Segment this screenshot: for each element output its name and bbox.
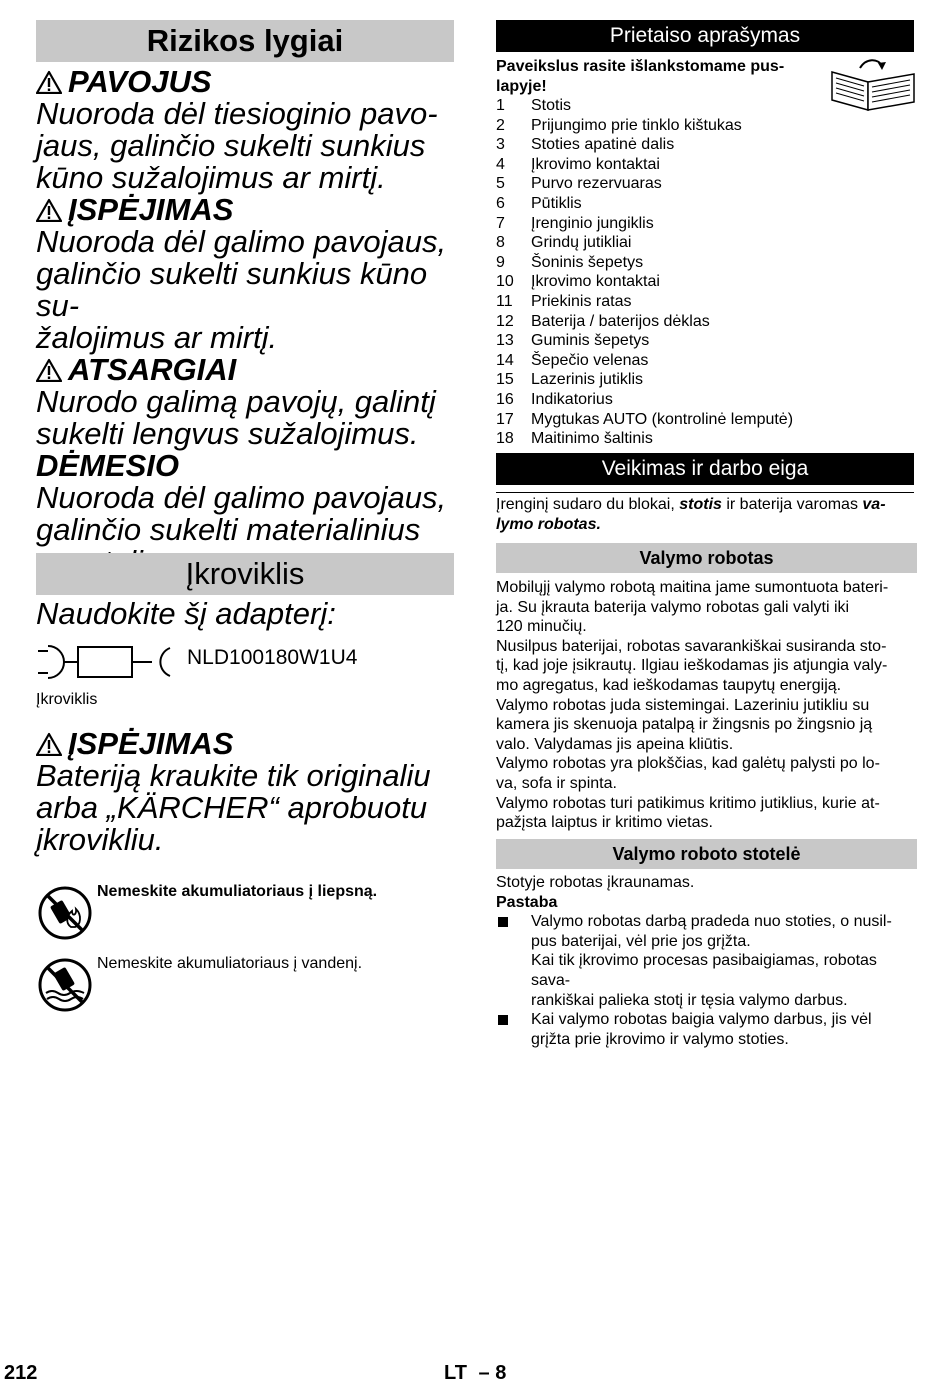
footer-language <box>444 1362 506 1385</box>
list-item <box>496 174 916 194</box>
bullet-line: Valymo robotas darbą pradeda nuo stoties, o nusil- <box>531 913 892 931</box>
language-code: LT <box>444 1362 467 1384</box>
caution-text-line: sukelti lengvus sužalojimus. <box>36 416 419 451</box>
desc-intro <box>496 57 784 96</box>
paragraph-line: Mobilųjį valymo robotą maitina jame sumontuota bateri- <box>496 579 889 596</box>
item-text: Guminis šepetys <box>531 332 650 350</box>
operation-intro-line: Įrenginį sudaro du blokai, stotis ir baterija varomas va- <box>496 496 886 513</box>
caution-label: ATSARGIAI <box>36 354 456 386</box>
item-number: 13 <box>496 332 514 350</box>
adapter-model: NLD100180W1U4 <box>187 646 358 669</box>
charger-intro: Naudokite šį adapterį: <box>36 596 336 631</box>
no-fire-icon <box>37 885 93 941</box>
section-header-robot-station: Valymo roboto stotelė <box>496 839 917 869</box>
bullet-line: rankiškai palieka stotį ir tęsia valymo darbus. <box>531 991 848 1009</box>
section-header-risk-levels: Rizikos lygiai <box>36 20 454 62</box>
item-number: 16 <box>496 390 514 408</box>
operation-intro <box>496 492 914 534</box>
item-text: Šoninis šepetys <box>531 253 644 271</box>
item-number: 2 <box>496 116 505 134</box>
caution-text-line: Nurodo galimą pavojų, galintį <box>36 384 436 419</box>
paragraph-line: tį, kad joje įsikrautų. Ilgiau ieškodamas jis atjungia valy- <box>496 657 888 675</box>
item-number: 4 <box>496 155 505 173</box>
paragraph-line: Valymo robotas turi patikimus kritimo jutiklius, kurie at- <box>496 794 880 812</box>
list-item <box>496 410 916 430</box>
item-text: Įkrovimo kontaktai <box>531 273 660 291</box>
bullet-item <box>496 1010 916 1049</box>
list-item <box>496 351 916 371</box>
paragraph-line: Valymo robotas juda sistemingai. Lazeriniu jutikliu su <box>496 696 870 714</box>
item-text: Maitinimo šaltinis <box>531 430 653 448</box>
bullet-line: Kai valymo robotas baigia valymo darbus, jis vėl <box>531 1011 872 1029</box>
danger-text-line: kūno sužalojimus ar mirtį. <box>36 160 386 195</box>
charger-warning-block <box>36 728 456 856</box>
section-header-cleaning-robot: Valymo robotas <box>496 543 917 573</box>
no-water-icon <box>37 957 93 1013</box>
item-number: 6 <box>496 194 505 212</box>
notice-text-line: Nuoroda dėl galimo pavojaus, <box>36 480 447 515</box>
item-text: Purvo rezervuaras <box>531 175 662 193</box>
operation-intro-line: lymo robotas. <box>496 515 601 533</box>
list-item <box>496 253 916 273</box>
danger-label: PAVOJUS <box>36 66 456 98</box>
item-text: Prijungimo prie tinklo kištukas <box>531 116 742 134</box>
section-header-operation: Veikimas ir darbo eiga <box>496 453 914 485</box>
list-item <box>496 370 916 390</box>
item-text: Šepečio velenas <box>531 351 649 369</box>
item-text: Pūtiklis <box>531 194 582 212</box>
item-text: Įrenginio jungiklis <box>531 214 654 232</box>
paragraph-line: 120 minučių. <box>496 618 587 636</box>
item-text: Įkrovimo kontaktai <box>531 155 660 173</box>
item-number: 8 <box>496 234 505 252</box>
paragraph-line: va, sofa ir spinta. <box>496 774 617 792</box>
charger-warning-line: arba „KÄRCHER“ aprobuotu <box>36 790 428 825</box>
item-text: Mygtukas AUTO (kontrolinė lemputė) <box>531 410 794 428</box>
item-number: 7 <box>496 214 505 232</box>
paragraph-line: Nusilpus baterijai, robotas savarankiškai susiranda sto- <box>496 637 887 655</box>
paragraph-line: kamera jis skenuoja patalpą ir žingsnis po žingsnio ją <box>496 716 873 734</box>
robot-description <box>496 578 916 833</box>
bullet-square-icon <box>498 917 508 927</box>
charger-warning-line: įkrovikliu. <box>36 822 164 857</box>
warning-label: ĮSPĖJIMAS <box>36 194 456 226</box>
item-number: 10 <box>496 273 514 291</box>
bullet-square-icon <box>498 1015 508 1025</box>
item-number: 9 <box>496 253 505 271</box>
bullet-line: grįžta prie įkrovimo ir valymo stoties. <box>531 1030 789 1048</box>
item-number: 15 <box>496 371 514 389</box>
item-number: 3 <box>496 136 505 154</box>
danger-text-line: jaus, galinčio sukelti sunkius <box>36 128 426 163</box>
page-number: 212 <box>4 1362 38 1384</box>
warning-text-line: Nuoroda dėl galimo pavojaus, <box>36 224 447 259</box>
warning-triangle-icon <box>36 358 62 382</box>
notice-water-text: Nemeskite akumuliatoriaus į vandenį. <box>97 955 363 972</box>
warning-triangle-icon <box>36 198 62 222</box>
bullet-line: Kai tik įkrovimo procesas pasibaigiamas, robotas sava- <box>531 952 877 989</box>
parts-list <box>496 96 916 449</box>
list-item <box>496 292 916 312</box>
paragraph-line: valo. Valydamas jis apeina kliūtis. <box>496 735 734 753</box>
paragraph-line: ja. Su įkrauta baterija valymo robotas gali valyti iki <box>496 598 850 616</box>
paragraph-line: Valymo robotas yra plokščias, kad galėtų palysti po lo- <box>496 755 880 773</box>
item-number: 1 <box>496 97 505 114</box>
charger-warning-label: ĮSPĖJIMAS <box>36 728 456 760</box>
risk-levels-block <box>36 66 456 578</box>
warning-text-line: galinčio sukelti sunkius kūno su- <box>36 256 428 323</box>
adapter-symbol-icon <box>38 640 172 686</box>
notice-text-line: galinčio sukelti materialinius <box>36 512 421 547</box>
notice-label: DĖMESIO <box>36 448 179 483</box>
danger-text-line: Nuoroda dėl tiesioginio pavo- <box>36 96 438 131</box>
item-number: 11 <box>496 292 513 310</box>
section-header-charger: Įkroviklis <box>36 553 454 595</box>
item-text: Stotis <box>531 97 572 114</box>
item-text: Stoties apatinė dalis <box>531 136 675 154</box>
station-description <box>496 873 916 1049</box>
paragraph-line: mo agregatus, kad ieškodamas taupytų energiją. <box>496 676 842 694</box>
notice-fire-text: Nemeskite akumuliatoriaus į liepsną. <box>97 883 378 900</box>
item-number: 18 <box>496 430 514 448</box>
list-item <box>496 135 916 155</box>
item-text: Priekinis ratas <box>531 292 632 310</box>
list-item <box>496 214 916 234</box>
list-item <box>496 331 916 351</box>
section-header-device-description: Prietaiso aprašymas <box>496 20 914 52</box>
list-item <box>496 194 916 214</box>
item-number: 5 <box>496 175 505 193</box>
warning-text-line: žalojimus ar mirtį. <box>36 320 278 355</box>
bullet-item <box>496 912 916 1010</box>
item-text: Indikatorius <box>531 390 613 408</box>
list-item <box>496 155 916 175</box>
station-line: Stotyje robotas įkraunamas. <box>496 874 695 891</box>
item-text: Baterija / baterijos dėklas <box>531 312 710 330</box>
item-number: 12 <box>496 312 514 330</box>
list-item <box>496 312 916 332</box>
item-text: Lazerinis jutiklis <box>531 371 644 389</box>
list-item <box>496 272 916 292</box>
warning-triangle-icon <box>36 732 62 756</box>
adapter-caption: Įkroviklis <box>36 691 98 708</box>
list-item <box>496 429 916 449</box>
bullet-line: pus baterijai, vėl prie jos grįžta. <box>531 932 751 950</box>
warning-triangle-icon <box>36 70 62 94</box>
paragraph-line: pažįsta laiptus ir kritimo vietas. <box>496 814 713 832</box>
item-number: 14 <box>496 351 514 369</box>
charger-warning-line: Bateriją kraukite tik originaliu <box>36 758 431 793</box>
note-label: Pastaba <box>496 893 558 911</box>
list-item <box>496 116 916 136</box>
list-item <box>496 390 916 410</box>
item-text: Grindų jutikliai <box>531 234 632 252</box>
list-item <box>496 96 916 116</box>
list-item <box>496 233 916 253</box>
desc-intro-line: Paveikslus rasite išlankstomame pus- <box>496 58 785 75</box>
desc-intro-line: lapyje! <box>496 77 547 95</box>
item-number: 17 <box>496 410 514 428</box>
section-page: – 8 <box>478 1362 507 1384</box>
